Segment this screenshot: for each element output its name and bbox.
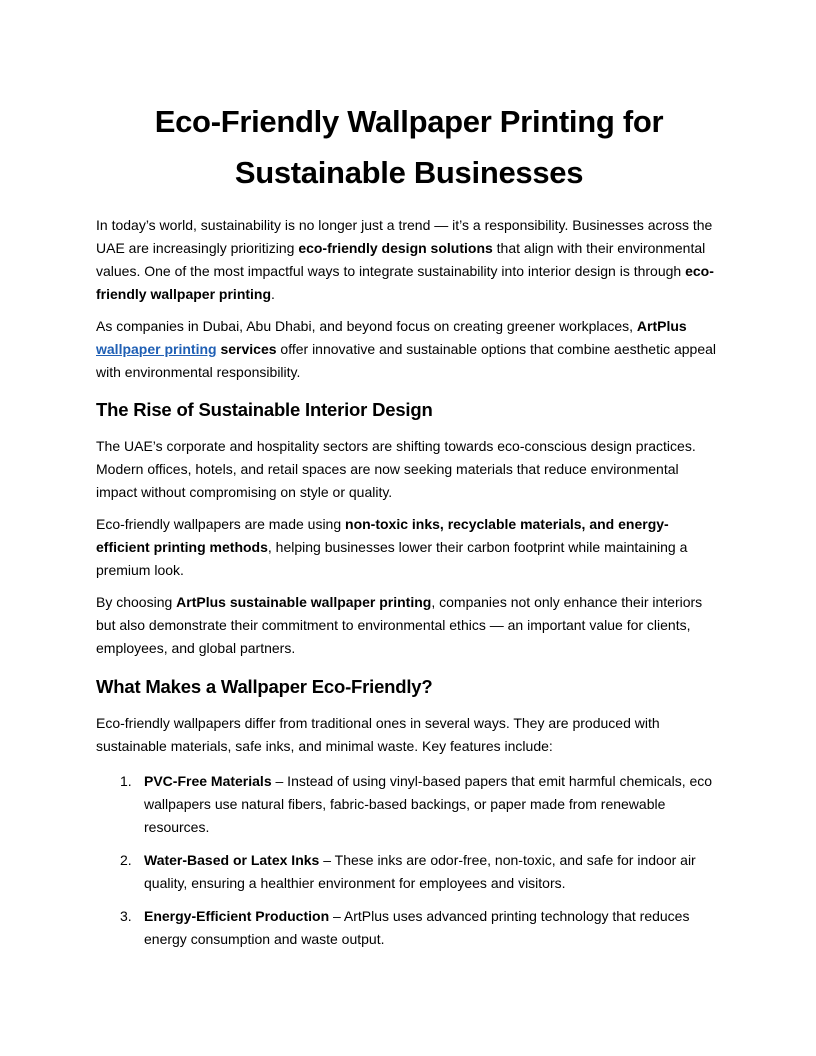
text-run: As companies in Dubai, Abu Dhabi, and beyond focus on creating greener workplaces, [96, 318, 637, 334]
document-page [96, 96, 722, 961]
text-run: . [271, 286, 275, 302]
list-number: 3. [120, 908, 132, 924]
features-list [96, 770, 722, 951]
list-number: 2. [120, 852, 132, 868]
wallpaper-printing-link[interactable]: wallpaper printing [96, 341, 217, 357]
section-heading-rise: The Rise of Sustainable Interior Design [96, 399, 433, 420]
section1-paragraph-1: The UAE’s corporate and hospitality sectors are shifting towards eco-conscious design practices. Modern offices, hotels, and retail spaces are now seeking materials that reduce environmental impact without compromising on style or quality. [96, 438, 696, 500]
list-item-title: Energy-Efficient Production [144, 908, 330, 924]
section-heading-what-makes: What Makes a Wallpaper Eco-Friendly? [96, 676, 433, 697]
list-item-title: Water-Based or Latex Inks [144, 852, 320, 868]
list-item [96, 849, 722, 895]
intro-paragraph-1 [96, 214, 722, 306]
intro-paragraph-2 [96, 315, 722, 384]
list-number: 1. [120, 773, 132, 789]
text-run: , companies not only enhance their interiors but also demonstrate their commitment to environmental ethics — an important value for clients, employees, and global partners. [96, 594, 703, 656]
text-run: In today’s world, sustainability is no longer just a trend — it’s a responsibility. Businesses across the UAE are increasingly prioritizing [96, 217, 713, 256]
bold-run: eco-friendly wallpaper printing [96, 263, 714, 302]
list-item [96, 770, 722, 839]
bold-run: services [220, 341, 277, 357]
section1-paragraph-3 [96, 591, 722, 660]
text-run: that align with their environmental values. One of the most impactful ways to integrate sustainability into interior design is through [96, 240, 706, 279]
text-run: Eco-friendly wallpapers are made using [96, 516, 346, 532]
text-run: , helping businesses lower their carbon footprint while maintaining a premium look. [96, 539, 688, 578]
page-title: Eco-Friendly Wallpaper Printing for Sustainable Businesses [154, 104, 664, 190]
list-item-text: – Instead of using vinyl-based papers that emit harmful chemicals, eco wallpapers use natural fibers, fabric-based backings, or paper made from renewable resources. [144, 773, 713, 835]
text-run: By choosing [96, 594, 177, 610]
list-item-text: – ArtPlus uses advanced printing technology that reduces energy consumption and waste output. [144, 908, 690, 947]
bold-run: ArtPlus sustainable wallpaper printing [176, 594, 432, 610]
bold-run: non-toxic inks, recyclable materials, and energy-efficient printing methods [96, 516, 669, 555]
list-item-title: PVC-Free Materials [144, 773, 272, 789]
bold-run: eco-friendly design solutions [298, 240, 493, 256]
text-run: offer innovative and sustainable options that combine aesthetic appeal with environmental responsibility. [96, 341, 717, 380]
bold-run: ArtPlus [636, 318, 687, 334]
section1-paragraph-2 [96, 513, 722, 582]
list-item-text: – These inks are odor-free, non-toxic, and safe for indoor air quality, ensuring a healthier environment for employees and visitors. [144, 852, 696, 891]
section2-paragraph-1: Eco-friendly wallpapers differ from traditional ones in several ways. They are produced with sustainable materials, safe inks, and minimal waste. Key features include: [96, 715, 660, 754]
list-item [96, 905, 722, 951]
